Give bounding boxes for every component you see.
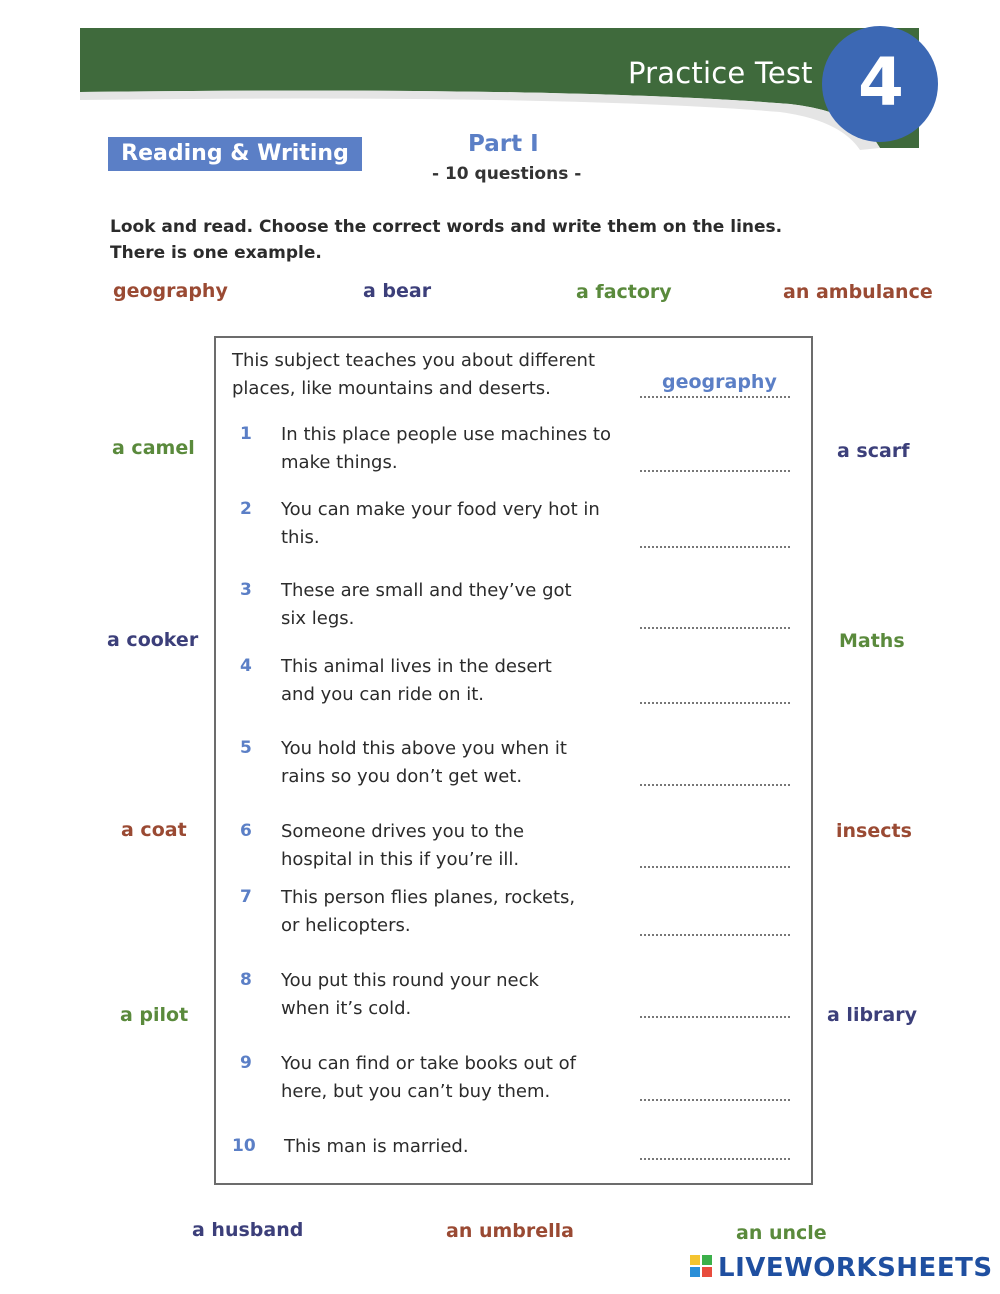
question-line-1: In this place people use machines to xyxy=(281,424,611,445)
word-uncle: an uncle xyxy=(736,1222,827,1244)
liveworksheets-logo-icon xyxy=(690,1255,714,1279)
question-number: 2 xyxy=(240,499,252,519)
example-line-1: This subject teaches you about different xyxy=(232,350,596,371)
question-text xyxy=(281,577,572,633)
question-line-1: You hold this above you when it xyxy=(281,738,567,759)
question-line-2: rains so you don’t get wet. xyxy=(281,766,523,787)
section-badge: Reading & Writing xyxy=(108,137,362,171)
question-line-2: here, but you can’t buy them. xyxy=(281,1081,551,1102)
answer-field-2[interactable] xyxy=(640,546,790,548)
word-insects: insects xyxy=(836,820,912,842)
answer-field-5[interactable] xyxy=(640,784,790,786)
instructions xyxy=(110,214,782,266)
question-text xyxy=(281,967,539,1023)
word-bear: a bear xyxy=(363,280,432,302)
word-camel: a camel xyxy=(112,437,195,459)
question-line-1: You put this round your neck xyxy=(281,970,539,991)
instructions-line-1: Look and read. Choose the correct words and write them on the lines. xyxy=(110,217,783,237)
word-pilot: a pilot xyxy=(120,1004,189,1026)
question-number: 10 xyxy=(232,1136,256,1156)
question-number: 4 xyxy=(240,656,252,676)
answer-field-4[interactable] xyxy=(640,702,790,704)
answer-field-3[interactable] xyxy=(640,627,790,629)
question-text xyxy=(281,653,552,709)
answer-field-8[interactable] xyxy=(640,1016,790,1018)
question-text xyxy=(281,496,600,552)
answer-field-9[interactable] xyxy=(640,1099,790,1101)
question-text xyxy=(281,884,575,940)
test-number: 4 xyxy=(858,44,904,121)
question-line-1: These are small and they’ve got xyxy=(281,580,572,601)
answer-field-10[interactable] xyxy=(640,1158,790,1160)
liveworksheets-logo-text: LIVEWORKSHEETS xyxy=(718,1253,993,1283)
example-answer: geography xyxy=(662,371,777,393)
question-line-2: and you can ride on it. xyxy=(281,684,484,705)
word-coat: a coat xyxy=(121,819,187,841)
word-factory: a factory xyxy=(576,281,672,303)
word-cooker: a cooker xyxy=(107,629,199,651)
question-number: 5 xyxy=(240,738,252,758)
question-number: 3 xyxy=(240,580,252,600)
question-line-1: This person flies planes, rockets, xyxy=(281,887,576,908)
question-number: 6 xyxy=(240,821,252,841)
example-line-2: places, like mountains and deserts. xyxy=(232,378,551,399)
part-subtitle: - 10 questions - xyxy=(432,164,582,184)
example-answer-line xyxy=(640,396,790,398)
word-scarf: a scarf xyxy=(837,440,910,462)
part-title: Part I xyxy=(468,131,539,157)
question-number: 9 xyxy=(240,1053,252,1073)
word-maths: Maths xyxy=(839,630,905,652)
liveworksheets-logo[interactable] xyxy=(690,1253,993,1283)
question-line-1: This man is married. xyxy=(284,1136,469,1157)
question-line-2: this. xyxy=(281,527,320,548)
question-number: 7 xyxy=(240,887,252,907)
question-text xyxy=(281,818,524,874)
question-line-1: This animal lives in the desert xyxy=(281,656,552,677)
question-line-1: Someone drives you to the xyxy=(281,821,525,842)
question-line-1: You can find or take books out of xyxy=(281,1053,577,1074)
question-text xyxy=(284,1133,469,1161)
word-husband: a husband xyxy=(192,1219,304,1241)
word-geography: geography xyxy=(113,280,228,302)
question-line-2: when it’s cold. xyxy=(281,998,412,1019)
question-text xyxy=(281,735,567,791)
word-umbrella: an umbrella xyxy=(446,1220,574,1242)
question-line-2: hospital in this if you’re ill. xyxy=(281,849,520,870)
word-library: a library xyxy=(827,1004,918,1026)
question-number: 1 xyxy=(240,424,252,444)
question-text xyxy=(281,1050,576,1106)
question-line-2: six legs. xyxy=(281,608,355,629)
question-line-1: You can make your food very hot in xyxy=(281,499,600,520)
example-text xyxy=(232,347,595,403)
instructions-line-2: There is one example. xyxy=(110,243,322,263)
answer-field-7[interactable] xyxy=(640,934,790,936)
answer-field-6[interactable] xyxy=(640,866,790,868)
question-line-2: make things. xyxy=(281,452,398,473)
header-title: Practice Test xyxy=(628,56,813,90)
word-ambulance: an ambulance xyxy=(783,281,933,303)
answer-field-1[interactable] xyxy=(640,470,790,472)
question-line-2: or helicopters. xyxy=(281,915,411,936)
question-number: 8 xyxy=(240,970,252,990)
question-text xyxy=(281,421,611,477)
